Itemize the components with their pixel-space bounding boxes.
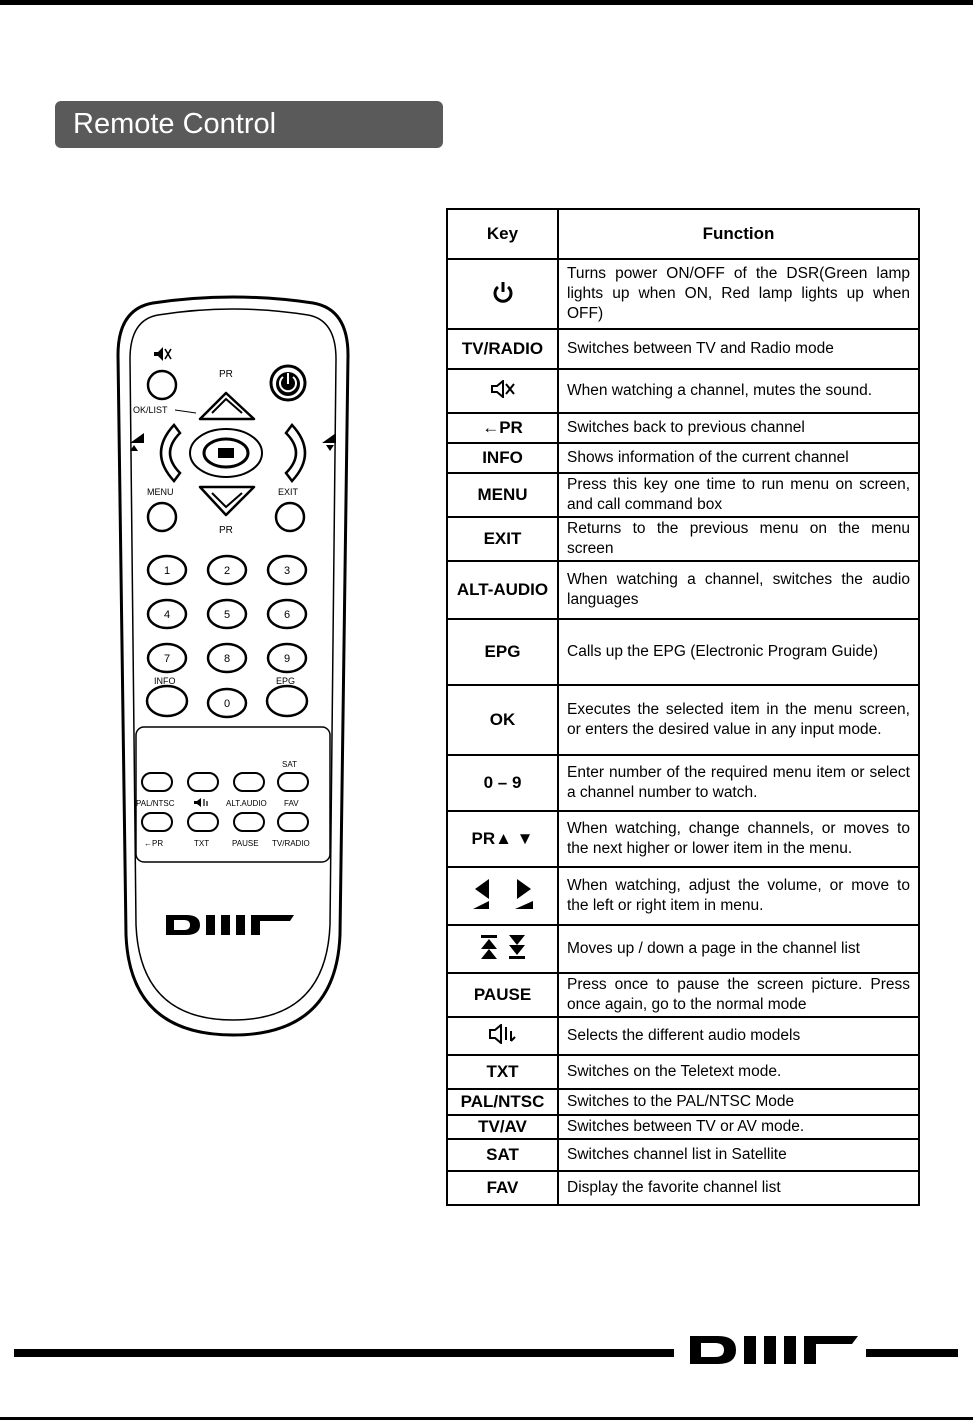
key-cell: PR▲ ▼ <box>447 811 558 867</box>
key-cell: TXT <box>447 1055 558 1089</box>
digit-5-label: 5 <box>223 609 231 621</box>
remote-label-ok-list: OK/LIST <box>133 405 168 415</box>
table-row <box>447 1139 919 1171</box>
key-cell: OK <box>447 685 558 755</box>
footer-brand-logo <box>690 1330 858 1370</box>
table-row <box>447 619 919 685</box>
txt-button <box>188 813 218 831</box>
menu-button <box>148 503 176 531</box>
power-icon <box>492 280 514 304</box>
section-title: Remote Control <box>55 101 443 148</box>
table-row <box>447 473 919 517</box>
remote-label-pr-bottom: PR <box>219 525 233 536</box>
top-rule <box>0 0 973 5</box>
remote-control-illustration <box>108 295 358 1040</box>
table-row <box>447 443 919 473</box>
exit-button <box>276 503 304 531</box>
key-cell: INFO <box>447 443 558 473</box>
function-cell: Switches channel list in Satellite <box>558 1139 919 1171</box>
function-cell: Moves up / down a page in the channel list <box>558 925 919 973</box>
function-cell: Press this key one time to run menu on screen, and call command box <box>558 473 919 517</box>
digit-1-label: 1 <box>163 565 171 577</box>
function-cell: Switches between TV and Radio mode <box>558 329 919 369</box>
digit-9-label: 9 <box>283 653 291 665</box>
remote-label-alt-audio: ALT.AUDIO <box>226 799 267 808</box>
key-cell: ALT-AUDIO <box>447 561 558 619</box>
remote-label-pr-top: PR <box>219 369 233 380</box>
digit-3-label: 3 <box>283 565 291 577</box>
key-function-table <box>446 208 920 1206</box>
header-key: Key <box>447 209 558 259</box>
digit-2-label: 2 <box>223 565 231 577</box>
function-cell: Selects the different audio models <box>558 1017 919 1055</box>
key-cell <box>447 369 558 413</box>
table-row <box>447 1055 919 1089</box>
function-cell: Executes the selected item in the menu screen, or enters the desired value in any input mode. <box>558 685 919 755</box>
alt-audio-button <box>234 773 264 791</box>
table-row <box>447 413 919 443</box>
digit-4-label: 4 <box>163 609 171 621</box>
function-cell: Switches on the Teletext mode. <box>558 1055 919 1089</box>
table-row <box>447 973 919 1017</box>
table-row <box>447 811 919 867</box>
function-cell: When watching a channel, switches the audio languages <box>558 561 919 619</box>
fav-button <box>278 813 308 831</box>
table-row <box>447 867 919 925</box>
remote-label-exit: EXIT <box>278 487 299 497</box>
key-cell <box>447 925 558 973</box>
remote-label-menu: MENU <box>147 487 174 497</box>
page-up-down-icon <box>477 933 529 961</box>
remote-label-pause: PAUSE <box>232 839 259 848</box>
digit-7-label: 7 <box>163 653 171 665</box>
table-row <box>447 685 919 755</box>
function-cell: Press once to pause the screen picture. Press once again, go to the normal mode <box>558 973 919 1017</box>
function-cell: When watching, adjust the volume, or move to the left or right item in menu. <box>558 867 919 925</box>
function-cell: Returns to the previous menu on the menu screen <box>558 517 919 561</box>
table-row <box>447 1115 919 1139</box>
function-cell: Switches between TV or AV mode. <box>558 1115 919 1139</box>
function-cell: Shows information of the current channel <box>558 443 919 473</box>
function-cell: Turns power ON/OFF of the DSR(Green lamp lights up when ON, Red lamp lights up when OFF) <box>558 259 919 329</box>
remote-label-sat: SAT <box>282 760 297 769</box>
function-cell: Display the favorite channel list <box>558 1171 919 1205</box>
remote-label-tv-radio: TV/RADIO <box>272 839 310 848</box>
table-row <box>447 369 919 413</box>
remote-label-back-pr: ←PR <box>144 839 164 848</box>
audio-mode-button <box>188 773 218 791</box>
header-function: Function <box>558 209 919 259</box>
bottom-rule <box>0 1417 973 1420</box>
pal-ntsc-button <box>142 773 172 791</box>
pause-button <box>234 813 264 831</box>
key-cell: TV/RADIO <box>447 329 558 369</box>
digit-0-label: 0 <box>223 698 231 710</box>
sat-button <box>278 773 308 791</box>
mute-button <box>148 371 176 399</box>
table-row <box>447 1017 919 1055</box>
volume-left-right-icon <box>471 877 535 911</box>
function-cell: When watching, change channels, or moves to the next higher or lower item in the menu. <box>558 811 919 867</box>
info-button <box>147 686 187 716</box>
digit-6-label: 6 <box>283 609 291 621</box>
remote-label-pal-ntsc: PAL/NTSC <box>136 799 175 808</box>
key-cell <box>447 259 558 329</box>
table-row <box>447 517 919 561</box>
mute-icon <box>490 380 516 398</box>
key-cell: ←PR <box>447 413 558 443</box>
table-row <box>447 925 919 973</box>
function-cell: When watching a channel, mutes the sound. <box>558 369 919 413</box>
table-row <box>447 1171 919 1205</box>
key-cell: EPG <box>447 619 558 685</box>
remote-label-info: INFO <box>154 676 176 686</box>
key-cell: FAV <box>447 1171 558 1205</box>
key-cell: PAL/NTSC <box>447 1089 558 1115</box>
key-cell: SAT <box>447 1139 558 1171</box>
function-cell: Calls up the EPG (Electronic Program Guide) <box>558 619 919 685</box>
back-pr-button <box>142 813 172 831</box>
footer-rule-left <box>14 1349 674 1357</box>
footer-rule-right <box>866 1349 958 1357</box>
digit-8-label: 8 <box>223 653 231 665</box>
remote-label-txt: TXT <box>194 839 210 848</box>
key-cell: MENU <box>447 473 558 517</box>
table-row <box>447 259 919 329</box>
key-cell: EXIT <box>447 517 558 561</box>
key-cell: PAUSE <box>447 973 558 1017</box>
epg-button <box>267 686 307 716</box>
table-row <box>447 329 919 369</box>
function-cell: Switches to the PAL/NTSC Mode <box>558 1089 919 1115</box>
key-cell <box>447 1017 558 1055</box>
function-cell: Enter number of the required menu item or select a channel number to watch. <box>558 755 919 811</box>
table-row <box>447 561 919 619</box>
key-cell: TV/AV <box>447 1115 558 1139</box>
key-cell: 0 – 9 <box>447 755 558 811</box>
table-row <box>447 755 919 811</box>
table-row <box>447 1089 919 1115</box>
key-cell <box>447 867 558 925</box>
function-cell: Switches back to previous channel <box>558 413 919 443</box>
audio-mode-icon <box>488 1024 518 1044</box>
remote-label-epg: EPG <box>276 676 296 686</box>
remote-label-fav: FAV <box>284 799 299 808</box>
table-header-row <box>447 209 919 259</box>
